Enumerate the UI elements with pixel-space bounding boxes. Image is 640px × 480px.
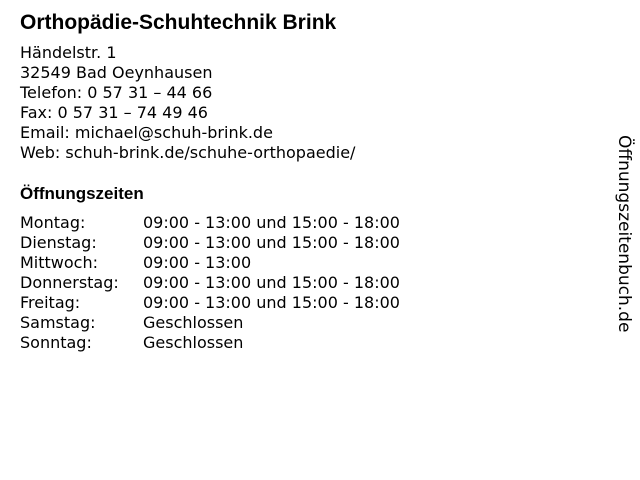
hours-row-wednesday <box>20 253 400 273</box>
day-label: Montag: <box>20 213 86 232</box>
day-label: Dienstag: <box>20 233 97 252</box>
phone-number: Telefon: 0 57 31 – 44 66 <box>20 83 213 102</box>
fax-number: Fax: 0 57 31 – 74 49 46 <box>20 103 208 122</box>
opening-time: Geschlossen <box>143 333 244 352</box>
day-label: Donnerstag: <box>20 273 119 292</box>
opening-time: 09:00 - 13:00 und 15:00 - 18:00 <box>143 213 400 232</box>
contact-info <box>20 43 355 163</box>
opening-hours-table <box>20 213 400 353</box>
site-brand-vertical: Öffnungszeitenbuch.de <box>614 135 634 333</box>
opening-time: 09:00 - 13:00 <box>143 253 252 272</box>
hours-row-saturday <box>20 313 400 333</box>
opening-hours-heading: Öffnungszeiten <box>20 184 144 203</box>
day-label: Mittwoch: <box>20 253 98 272</box>
street-address: Händelstr. 1 <box>20 43 117 62</box>
website-address: Web: schuh-brink.de/schuhe-orthopaedie/ <box>20 143 356 162</box>
opening-time: 09:00 - 13:00 und 15:00 - 18:00 <box>143 293 400 312</box>
day-label: Samstag: <box>20 313 96 332</box>
hours-row-monday <box>20 213 400 233</box>
hours-row-tuesday <box>20 233 400 253</box>
day-label: Freitag: <box>20 293 81 312</box>
city-line: 32549 Bad Oeynhausen <box>20 63 213 82</box>
hours-row-thursday <box>20 273 400 293</box>
hours-row-friday <box>20 293 400 313</box>
day-label: Sonntag: <box>20 333 92 352</box>
hours-row-sunday <box>20 333 400 353</box>
opening-time: 09:00 - 13:00 und 15:00 - 18:00 <box>143 273 400 292</box>
opening-time: 09:00 - 13:00 und 15:00 - 18:00 <box>143 233 400 252</box>
business-name: Orthopädie-Schuhtechnik Brink <box>20 11 337 34</box>
email-address: Email: michael@schuh-brink.de <box>20 123 273 142</box>
opening-time: Geschlossen <box>143 313 244 332</box>
